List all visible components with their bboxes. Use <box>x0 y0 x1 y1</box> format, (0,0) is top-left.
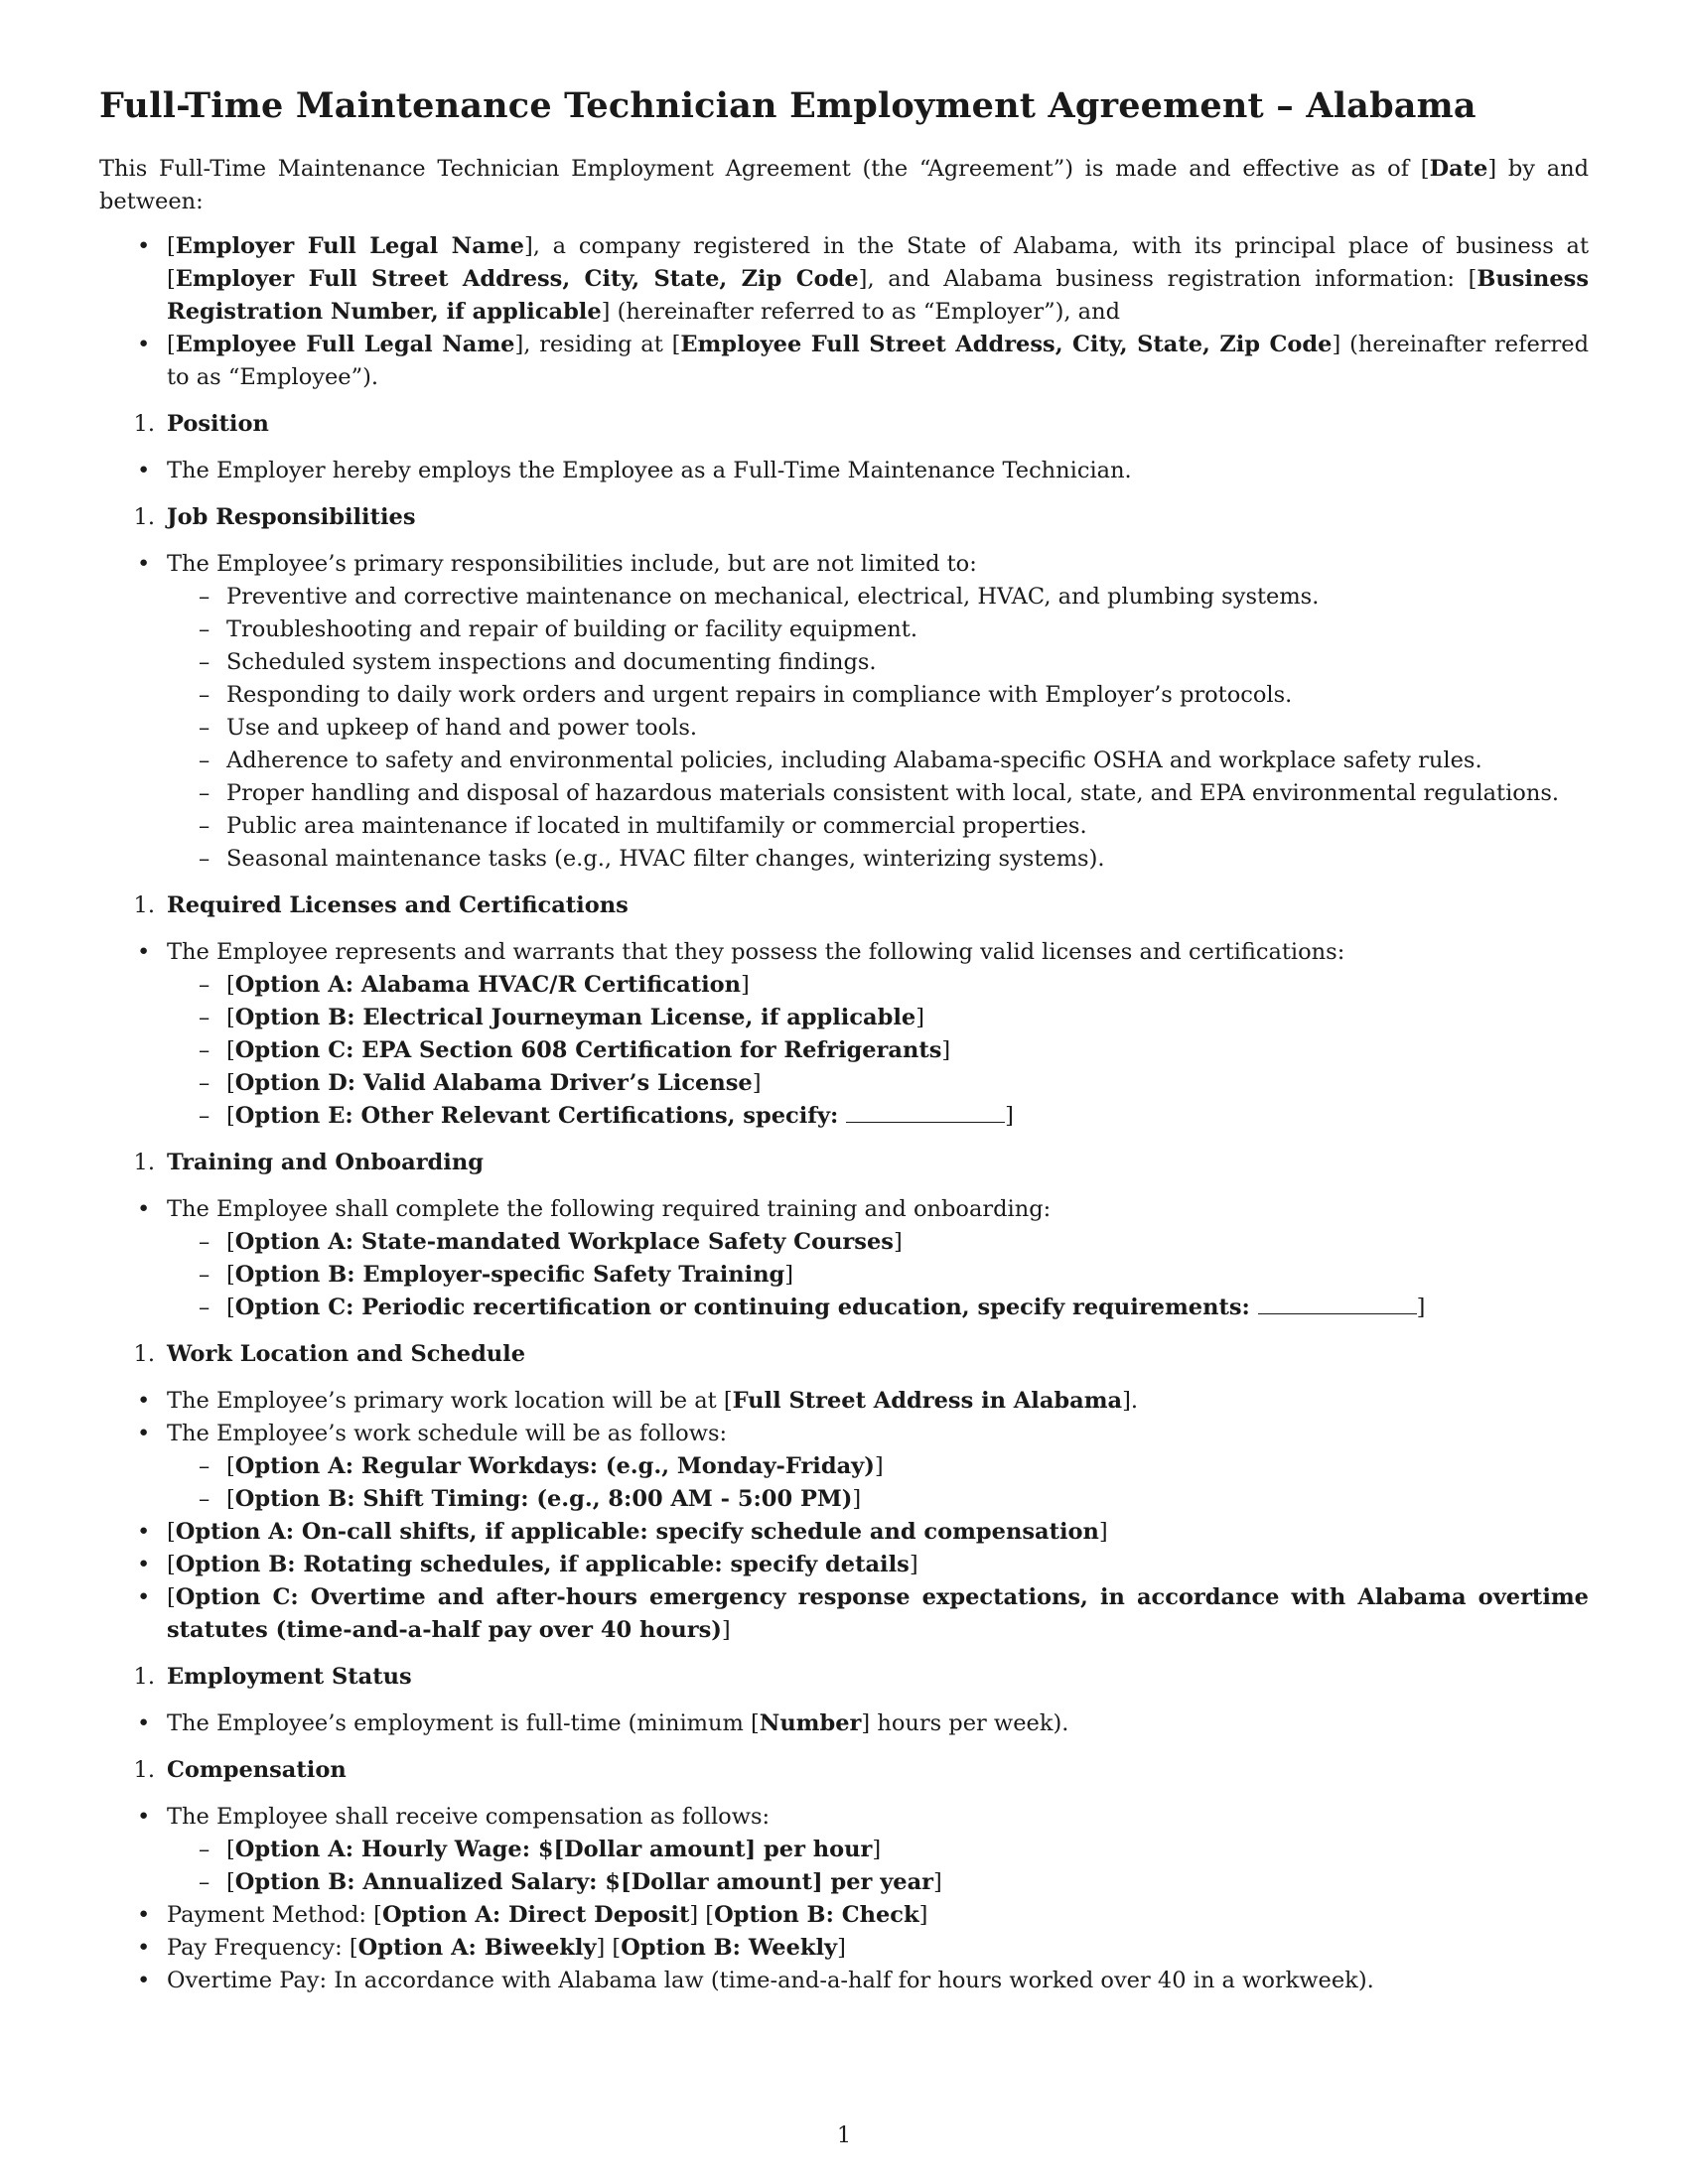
list-item: • The Employee’s primary responsibilities include, but are not limited to: – Preventive and corrective maintenance on mechanical, electrical, HVAC, and plumbing systems. – Troubleshooting and repair of building or facility equipment. – Scheduled system inspections and documenting findings. – Responding to daily work orders and urgent repairs in compliance with Employer’s protocols. – Use and upkeep of hand and power tools. – Adherence to safety and environmental policies, including Alabama-specific OSHA and workplace safety rules. – Proper handling and disposal of hazardous materials consistent with local, state, and EPA environmental regulations. – Public area maintenance if located in multifamily or commercial properties. – Seasonal maintenance tasks (e.g., HVAC filter changes, winterizing systems). <box>99 548 1589 876</box>
list-item: • Overtime Pay: In accordance with Alabama law (time-and-a-half for hours worked over 40 in a workweek). <box>99 1965 1589 1997</box>
list-item: – Responding to daily work orders and urgent repairs in compliance with Employer’s protocols. <box>167 679 1589 712</box>
job-sublist <box>167 581 1589 876</box>
section-heading-licenses: 1. Required Licenses and Certifications <box>133 891 629 918</box>
job-list <box>99 548 1589 876</box>
list-item: – Seasonal maintenance tasks (e.g., HVAC filter changes, winterizing systems). <box>167 843 1589 876</box>
list-item: – [Option B: Employer-specific Safety Training] <box>167 1259 1589 1292</box>
list-item: • Payment Method: [Option A: Direct Deposit] [Option B: Check] <box>99 1899 1589 1932</box>
list-item: – [Option A: State-mandated Workplace Safety Courses] <box>167 1226 1589 1259</box>
list-item: • [Option B: Rotating schedules, if applicable: specify details] <box>99 1549 1589 1581</box>
list-item: – Troubleshooting and repair of building or facility equipment. <box>167 614 1589 646</box>
intro-paragraph: This Full-Time Maintenance Technician Employment Agreement (the “Agreement”) is made and effective as of [Date] by and between: <box>99 155 1589 214</box>
list-item: • Pay Frequency: [Option A: Biweekly] [Option B: Weekly] <box>99 1932 1589 1965</box>
list-item: – [Option B: Annualized Salary: $[Dollar amount] per year] <box>167 1866 1589 1899</box>
list-item: – Use and upkeep of hand and power tools. <box>167 712 1589 745</box>
list-item: – [Option D: Valid Alabama Driver’s License] <box>167 1067 1589 1100</box>
list-item: – [Option A: Regular Workdays: (e.g., Monday-Friday)] <box>167 1450 1589 1483</box>
list-item: – [Option C: EPA Section 608 Certification for Refrigerants] <box>167 1034 1589 1067</box>
list-item: – Scheduled system inspections and documenting findings. <box>167 646 1589 679</box>
section-heading-position: 1. Position <box>133 410 269 437</box>
schedule-sublist <box>167 1450 1589 1516</box>
list-item: • The Employee shall receive compensation as follows: – [Option A: Hourly Wage: $[Dollar amount] per hour] – [Option B: Annualized Salary: $[Dollar amount] per year] <box>99 1801 1589 1899</box>
section-heading-training: 1. Training and Onboarding <box>133 1149 484 1175</box>
position-list <box>99 455 1589 487</box>
training-sublist <box>167 1226 1589 1324</box>
list-item: – Public area maintenance if located in multifamily or commercial properties. <box>167 810 1589 843</box>
list-item: – [Option A: Alabama HVAC/R Certification] <box>167 969 1589 1002</box>
fill-in-blank <box>1258 1294 1417 1314</box>
licenses-sublist <box>167 969 1589 1133</box>
list-item: – [Option B: Shift Timing: (e.g., 8:00 AM - 5:00 PM)] <box>167 1483 1589 1516</box>
list-item: – [Option E: Other Relevant Certifications, specify: ] <box>167 1100 1589 1133</box>
party-employer: • [Employer Full Legal Name], a company registered in the State of Alabama, with its principal place of business at [Employer Full Street Address, City, State, Zip Code], and Alabama business registration information: [Business Registration Number, if applicable] (hereinafter referred to as “Employer”), and <box>99 230 1589 329</box>
compensation-list <box>99 1801 1589 1997</box>
status-list <box>99 1707 1589 1740</box>
list-item: – Proper handling and disposal of hazardous materials consistent with local, state, and EPA environmental regulations. <box>167 777 1589 810</box>
document-page <box>99 83 1589 1997</box>
training-list <box>99 1193 1589 1324</box>
list-item: • The Employee’s work schedule will be as follows: – [Option A: Regular Workdays: (e.g., Monday-Friday)] – [Option B: Shift Timing: (e.g., 8:00 AM - 5:00 PM)] <box>99 1418 1589 1516</box>
section-heading-employment-status: 1. Employment Status <box>133 1663 412 1690</box>
list-item: – [Option B: Electrical Journeyman License, if applicable] <box>167 1002 1589 1034</box>
section-heading-compensation: 1. Compensation <box>133 1756 347 1783</box>
page-number: 1 <box>836 2122 852 2148</box>
parties-list <box>99 230 1589 394</box>
list-item: • [Option C: Overtime and after-hours emergency response expectations, in accordance with Alabama overtime statutes (time-and-a-half pay over 40 hours)] <box>99 1581 1589 1647</box>
licenses-list <box>99 936 1589 1133</box>
party-employee: • [Employee Full Legal Name], residing at [Employee Full Street Address, City, State, Zip Code] (hereinafter referred to as “Employee”). <box>99 329 1589 394</box>
list-item: – [Option A: Hourly Wage: $[Dollar amount] per hour] <box>167 1834 1589 1866</box>
list-item: • The Employee’s primary work location will be at [Full Street Address in Alabama]. <box>99 1385 1589 1418</box>
list-item: – [Option C: Periodic recertification or continuing education, specify requirements: ] <box>167 1292 1589 1324</box>
list-item: • [Option A: On-call shifts, if applicable: specify schedule and compensation] <box>99 1516 1589 1549</box>
document-title: Full-Time Maintenance Technician Employment Agreement – Alabama <box>99 85 1477 126</box>
section-heading-job-responsibilities: 1. Job Responsibilities <box>133 503 416 530</box>
list-item: • The Employee represents and warrants that they possess the following valid licenses and certifications: – [Option A: Alabama HVAC/R Certification] – [Option B: Electrical Journeyman License, if applicable] – [Option C: EPA Section 608 Certification for Refrigerants] – [Option D: Valid Alabama Driver’s License] – [Option E: Other Relevant Certifications, specify: ] <box>99 936 1589 1133</box>
list-item: • The Employer hereby employs the Employee as a Full-Time Maintenance Technician. <box>99 455 1589 487</box>
date-placeholder: Date <box>1429 155 1488 182</box>
list-item: • The Employee’s employment is full-time (minimum [Number] hours per week). <box>99 1707 1589 1740</box>
section-heading-work-location: 1. Work Location and Schedule <box>133 1340 526 1367</box>
list-item: – Preventive and corrective maintenance on mechanical, electrical, HVAC, and plumbing systems. <box>167 581 1589 614</box>
fill-in-blank <box>846 1102 1005 1123</box>
location-list <box>99 1385 1589 1647</box>
compensation-sublist <box>167 1834 1589 1899</box>
list-item: – Adherence to safety and environmental policies, including Alabama-specific OSHA and workplace safety rules. <box>167 745 1589 777</box>
list-item: • The Employee shall complete the following required training and onboarding: – [Option A: State-mandated Workplace Safety Courses] – [Option B: Employer-specific Safety Training] – [Option C: Periodic recertification or continuing education, specify requirements: ] <box>99 1193 1589 1324</box>
